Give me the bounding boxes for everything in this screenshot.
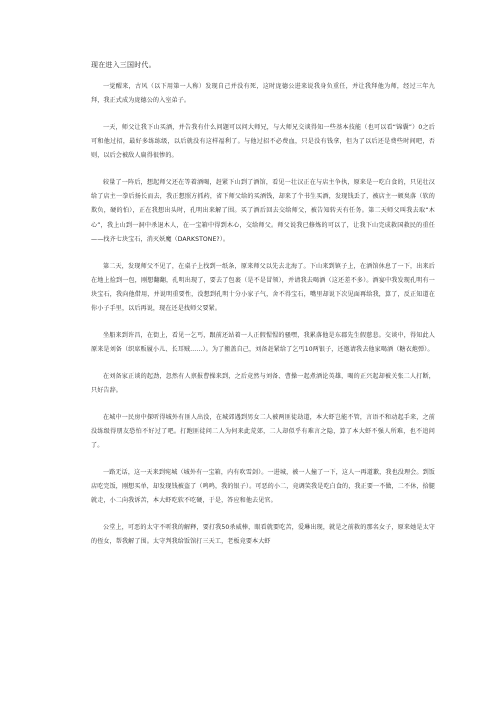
paragraph-3: 较量了一阵后，想起师父还在等着酒喝，赶紧下山到了酒馆，看见一壮汉正在与店主争执，原来是一吃白食的，只见壮汉给了店主一拳后扬长而去，我正想照方抓药，省下师父给的买酒钱，却来了个书生买酒，发现钱丢了，被店主一顿臭落（软的欺负，硬的怕），正在我想出头时，孔明出来解了围。买了酒后回去交给师父，被告知转天有任务。第二天师父叫我去取“木心”，我上山到一洞中杀退木人，在一宝箱中得到木心，交给师父。师父说我已修炼的可以了，让我下山完成救国救民的重任——找齐七块宝石，消灭妖魔（DARKSTONE?）。 bbox=[91, 179, 435, 243]
paragraph-6: 在刘备家正谈的起劲，忽然有人禀报曹操来到，之后竟然与刘备、曹操一起煮酒论英雄，喝的正兴起却被关张二人打断，只好告辞。 bbox=[91, 372, 435, 394]
document-heading: 现在进入三国时代。 bbox=[91, 61, 156, 69]
paragraph-4: 第二天，发现师父不见了，在桌子上找到一纸条，原来师父以先去北海了。下山来到镇子上，在酒馆休息了一下，出来后在地上捡到一包，刚想翻翻，孔明出现了，要去了包裹（是不是冒领），并请我去喝酒（这还差不多）。酒宴中我发现孔明有一块宝石，我向他借用，并说明重要性，没想到孔明十分小家子气，舍不得宝石，嘴里却说下次见面再给我，算了，反正知道在你小子手里，以后再说，现在还是找师父要紧。 bbox=[91, 262, 435, 313]
paragraph-1: 一觉醒来，古风（以下用第一人称）发现自己并没有死，这时庞德公进来说我身负重任，并让我拜他为师，经过三年九拜，我正式成为庞德公的入室弟子。 bbox=[91, 83, 435, 105]
paragraph-2: 一天，师父让我下山买酒，并告我有什么问题可以问大师兄，与大师兄交谈得知一些基本技能（也可以看“锦囊”）0之后可和他过招，最好多练练级，以后就没有这样福利了。与他过招不必费血，只是没有钱拿，但为了以后还是费些时间吧，否则，以后会被敌人扁得很惨的。 bbox=[91, 123, 435, 160]
paragraph-9: 公堂上，可恶的太守不听我的解释，要打我50杀威棒，眼看就要吃苦，爱琳出现，就是之前救的那名女子，原来她是太守的侄女，帮我解了围。太守判我给饭馆打三天工，老板竟要本大虾 bbox=[91, 523, 435, 546]
document-body bbox=[91, 60, 435, 562]
paragraph-8: 一路无话，这一天来到宛城（城外有一宝箱，内有吹雪剑）。一进城，被一人撞了一下，这人一再道歉，我也没理会。到饭店吃完饭，刚想买单，却发现钱被盗了（鸣鸣，我的银子）。可恶的小二，竟调笑我是吃白食的，我正要一不做，二不休，拾腿就走，小二向我诉苦，本大虾吃软不吃硬，于是，答应和他去见官。 bbox=[91, 468, 435, 505]
paragraph-7: 在城中一民房中探听得城外有匪人出没，在城郊遇到男女二人被两匪徒劫道，本大虾岂能不管，言语不和动起手来，之前没练级得朋友恐怕不好过了吧。打跑匪徒问二人为何来此荒郊，二人却似乎有难言之隐，算了本大虾不强人所难，也不追问了。 bbox=[91, 413, 435, 450]
paragraph-5: 坐船来到许昌，在街上，看见一乞丐，跟前还站着一人正假惺惺的骚嘿，我累落他是东郡先生假慈悲。交谈中，得知此人原来是刘备（织席贩履小儿、长耳贼……）。为了搬盖自己，刘备赶紧给了乞丐10两银子，还邀请我去他家喝酒（糖衣炮弹）。 bbox=[91, 331, 435, 354]
